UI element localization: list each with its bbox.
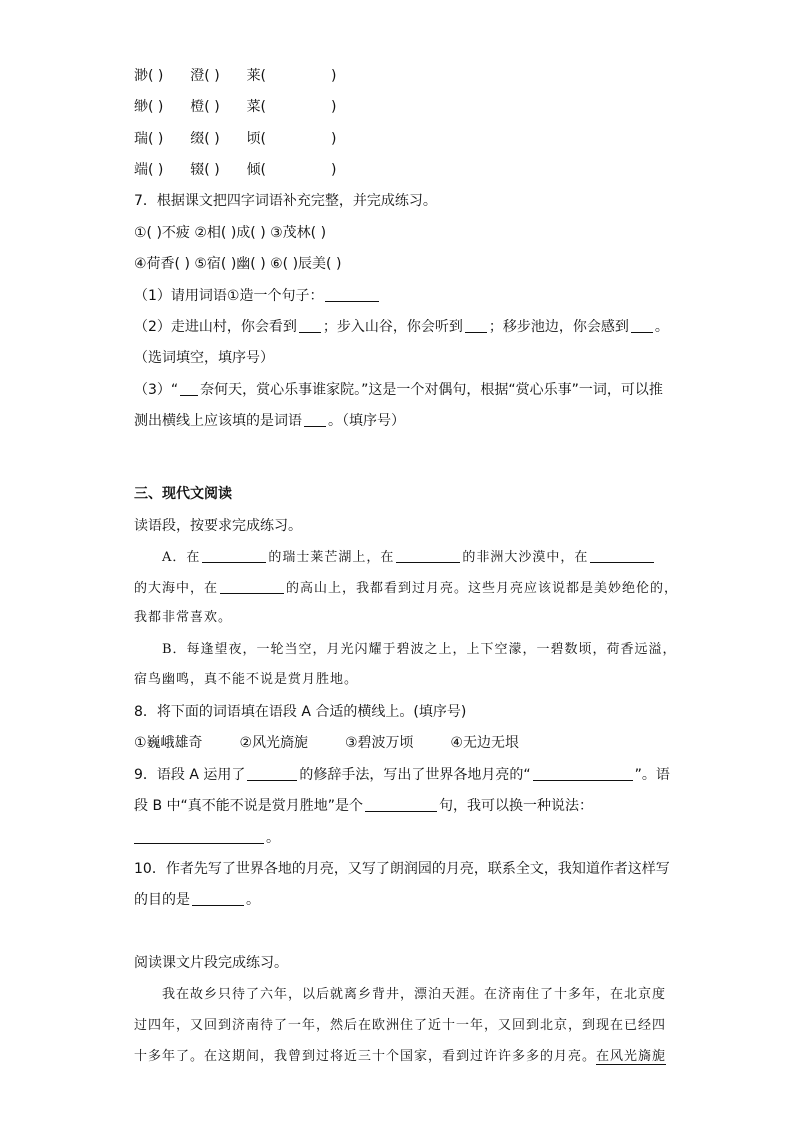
passage-text: 的大海中，在 bbox=[134, 581, 219, 596]
q8-option: ②风光旖旎 bbox=[239, 735, 309, 751]
close-paren: ) bbox=[330, 131, 337, 147]
reading2-line2: 过四年，又回到济南待了一年，然后在欧洲住了近十一年，又回到北京，到现在已经四 bbox=[134, 1018, 667, 1033]
answer-blank[interactable] bbox=[247, 766, 297, 781]
q7-sub3-text: （3）“ bbox=[134, 382, 179, 398]
reading2-intro: 阅读课文片段完成练习。 bbox=[134, 955, 288, 971]
answer-blank[interactable] bbox=[299, 318, 321, 333]
q7-sub1-text: （1）请用词语①造一个句子： bbox=[134, 288, 324, 304]
passage-text: A．在 bbox=[162, 550, 201, 565]
q9-line1 bbox=[134, 765, 670, 785]
answer-blank[interactable] bbox=[631, 318, 653, 333]
passage-text: 的瑞士莱芒湖上，在 bbox=[268, 550, 395, 565]
char-item: 端( ) bbox=[134, 162, 164, 178]
q8-title: 8．将下面的词语填在语段 A 合适的横线上。(填序号) bbox=[134, 704, 467, 720]
reading2-line1: 我在故乡只待了六年，以后就离乡背井，漂泊天涯。在济南住了十多年，在北京度 bbox=[162, 987, 667, 1002]
q9-text: 。 bbox=[266, 830, 280, 846]
passage-b-line2: 宿鸟幽鸣，真不能不说是赏月胜地。 bbox=[134, 672, 359, 687]
q9-text: 的修辞手法，写出了世界各地月亮的“ bbox=[299, 767, 531, 783]
section-intro: 读语段，按要求完成练习。 bbox=[134, 518, 302, 534]
q7-sub2-text: ；移步池边，你会感到 bbox=[488, 319, 629, 335]
reading2-text: 十多年了。在这期间，我曾到过将近三十个国家，看到过许许多多的月亮。 bbox=[134, 1049, 597, 1064]
close-paren: ) bbox=[330, 162, 337, 178]
char-row-1 bbox=[134, 66, 336, 86]
q7-sub3-text: 奈何天，赏心乐事谁家院。”这是一个对偶句，根据“赏心乐事”一词，可以推 bbox=[200, 382, 663, 398]
q8-option: ③碧波万顷 bbox=[344, 735, 414, 751]
char-item: 澄( ) bbox=[190, 68, 220, 84]
q9-line2 bbox=[134, 796, 593, 816]
char-item: 瑞( ) bbox=[134, 131, 164, 147]
char-item: 菜( bbox=[246, 99, 267, 115]
answer-blank[interactable] bbox=[304, 412, 326, 427]
q9-text: 9．语段 A 运用了 bbox=[134, 767, 246, 783]
reading2-line3 bbox=[134, 1047, 666, 1067]
answer-blank[interactable] bbox=[202, 548, 266, 563]
q7-sub2-text: ；步入山谷，你会听到 bbox=[322, 319, 463, 335]
answer-blank[interactable] bbox=[533, 766, 633, 781]
char-row-3 bbox=[134, 129, 336, 149]
passage-text: 的非洲大沙漠中，在 bbox=[462, 550, 589, 565]
q9-text: 段 B 中“真不能不说是赏月胜地”是个 bbox=[134, 798, 364, 814]
char-row-2 bbox=[134, 97, 336, 117]
answer-blank[interactable] bbox=[396, 548, 460, 563]
answer-blank[interactable] bbox=[134, 829, 264, 844]
q7-sub2-text: 。 bbox=[654, 319, 669, 335]
reading2-underlined-text: 在风光旖旎 bbox=[596, 1049, 667, 1064]
q9-line3 bbox=[134, 828, 280, 848]
q10-text: 的目的是 bbox=[134, 892, 190, 908]
q8-option: ④无边无垠 bbox=[450, 735, 519, 751]
q10-line2 bbox=[134, 890, 260, 910]
q9-text: ”。语 bbox=[634, 767, 670, 783]
q7-title: 7．根据课文把四字词语补充完整，并完成练习。 bbox=[134, 193, 437, 209]
q7-sub3-text: 。（填序号） bbox=[328, 413, 405, 429]
char-item: 倾( bbox=[246, 162, 267, 178]
char-item: 橙( ) bbox=[190, 99, 220, 115]
q7-sub3-text: 测出横线上应该填的是词语 bbox=[134, 413, 302, 429]
q7-sub2-note: （选词填空，填序号） bbox=[134, 350, 274, 366]
answer-blank[interactable] bbox=[192, 891, 244, 906]
passage-a-line2 bbox=[134, 579, 678, 599]
passage-a-line1 bbox=[162, 548, 656, 568]
q7-sub1 bbox=[134, 286, 381, 306]
close-paren: ) bbox=[330, 99, 337, 115]
close-paren: ) bbox=[330, 68, 337, 84]
q8-option: ①巍峨雄奇 bbox=[134, 735, 203, 751]
q7-line1: ①( )不疲 ②相( )成( ) ③茂林( ) bbox=[134, 225, 327, 241]
q7-sub2-text: （2）走进山村，你会看到 bbox=[134, 319, 297, 335]
q10-line1: 10．作者先写了世界各地的月亮，又写了朗润园的月亮，联系全文，我知道作者这样写 bbox=[134, 861, 670, 877]
char-row-4 bbox=[134, 160, 336, 180]
q7-sub2 bbox=[134, 317, 669, 337]
char-item: 缀( ) bbox=[190, 131, 220, 147]
answer-blank[interactable] bbox=[220, 579, 284, 594]
q7-sub3-cont bbox=[134, 411, 405, 431]
answer-blank[interactable] bbox=[325, 287, 379, 302]
q7-sub3 bbox=[134, 380, 663, 400]
answer-blank[interactable] bbox=[590, 548, 654, 563]
passage-a-line3: 我都非常喜欢。 bbox=[134, 610, 233, 625]
q8-options bbox=[134, 733, 519, 753]
char-item: 辍( ) bbox=[190, 162, 220, 178]
q9-text: 句，我可以换一种说法： bbox=[439, 798, 594, 814]
passage-text: 的高山上，我都看到过月亮。这些月亮应该说都是美妙绝伦的， bbox=[286, 581, 679, 596]
answer-blank[interactable] bbox=[180, 381, 198, 396]
section-heading: 三、现代文阅读 bbox=[134, 486, 232, 502]
q10-text: 。 bbox=[246, 892, 260, 908]
answer-blank[interactable] bbox=[465, 318, 487, 333]
char-item: 缈( ) bbox=[134, 99, 164, 115]
char-item: 渺( ) bbox=[134, 68, 164, 84]
passage-b-line1: B．每逢望夜，一轮当空，月光闪耀于碧波之上，上下空濛，一碧数顷，荷香远溢， bbox=[162, 642, 677, 657]
char-item: 顷( bbox=[246, 131, 267, 147]
q7-line2: ④荷香( ) ⑤宿( )幽( ) ⑥( )辰美( ) bbox=[134, 256, 342, 272]
answer-blank[interactable] bbox=[365, 797, 437, 812]
char-item: 莱( bbox=[246, 68, 267, 84]
